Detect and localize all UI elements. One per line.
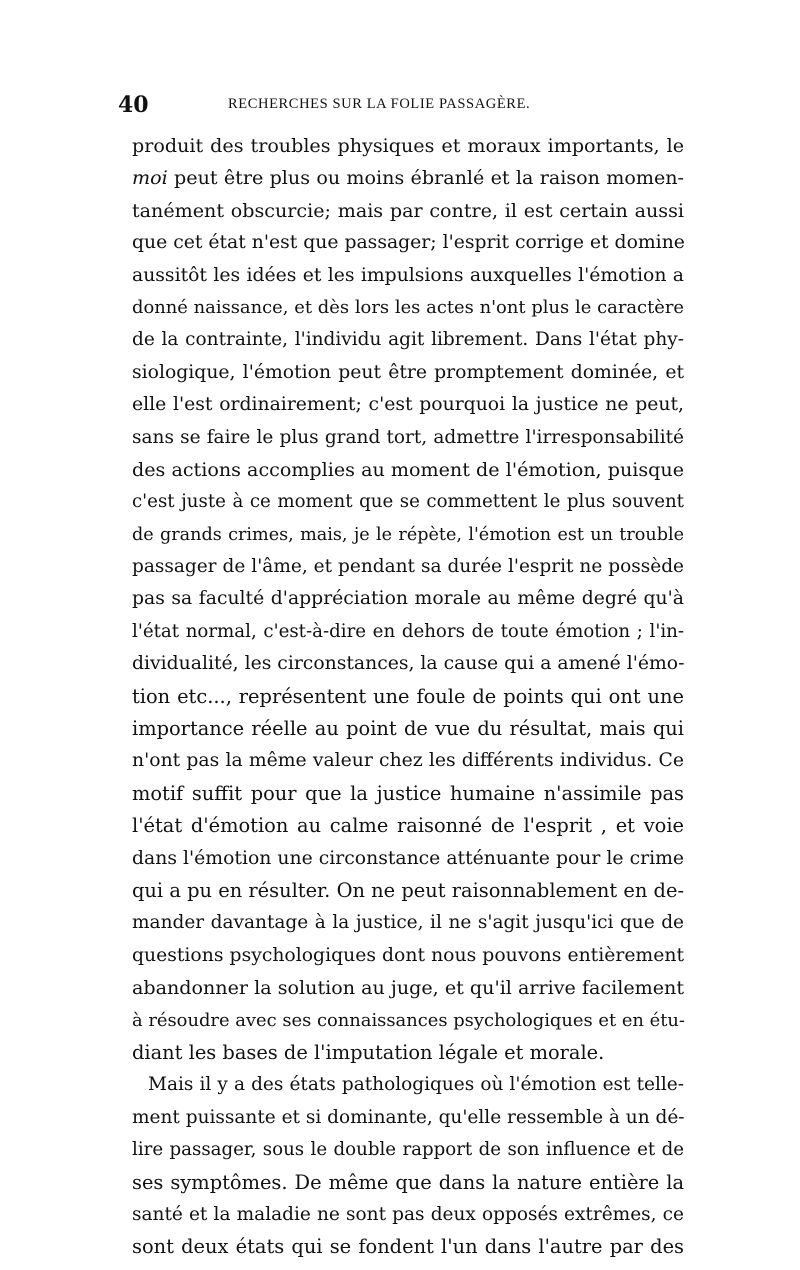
text-line: n'ont pas la même valeur chez les différents individus. Ce [132, 750, 684, 772]
text-line: que cet état n'est que passager; l'esprit corrige et domine [132, 232, 685, 254]
text-line: ment puissante et si dominante, qu'elle ressemble à un dé- [132, 1106, 685, 1128]
text-line: aussitôt les idées et les impulsions auxquelles l'émotion a [132, 264, 684, 286]
text-line: pas sa faculté d'appréciation morale au même degré qu'à [132, 588, 684, 610]
running-title: RECHERCHES SUR LA FOLIE PASSAGÈRE. [228, 96, 531, 112]
text-line: dividualité, les circonstances, la cause qui a amené l'émo- [132, 653, 685, 675]
running-head [118, 92, 678, 120]
text-line: tanément obscurcie; mais par contre, il est certain aussi [132, 198, 684, 222]
paragraph-end-line: diant les bases de l'imputation légale et morale. [132, 1040, 605, 1064]
text-line: sont deux états qui se fondent l'un dans l'autre par des [132, 1235, 684, 1259]
text-line: qui a pu en résulter. On ne peut raisonnablement en de- [132, 878, 684, 902]
text-line: l'état d'émotion au calme raisonné de l'esprit , et voie [132, 814, 684, 838]
text-line: santé et la maladie ne sont pas deux opposés extrêmes, ce [132, 1203, 684, 1225]
text-line: à résoudre avec ses connaissances psychologiques et en étu- [132, 1009, 685, 1031]
text-line-rest: peut être plus ou moins ébranlé et la raison momen- [174, 166, 684, 190]
text-line: sans se faire le plus grand tort, admettre l'irresponsabilité [132, 426, 684, 448]
text-line: questions psychologiques dont nous pouvons entièrement [132, 944, 684, 966]
text-line: ses symptômes. De même que dans la nature entière la [132, 1170, 684, 1194]
text-line: lire passager, sous le double rapport de son influence et de [132, 1139, 684, 1161]
text-line: tion etc..., représentent une foule de points qui ont une [132, 684, 684, 708]
text-line: produit des troubles physiques et moraux importants, le [132, 134, 684, 157]
text-line: importance réelle au point de vue du résultat, mais qui [132, 717, 684, 741]
text-line: elle l'est ordinairement; c'est pourquoi la justice ne peut, [132, 394, 684, 416]
text-line: c'est juste à ce moment que se commettent le plus souvent [132, 491, 684, 513]
page-number: 40 [118, 92, 149, 118]
text-line: des actions accomplies au moment de l'émotion, puisque [132, 457, 684, 481]
text-line: mander davantage à la justice, il ne s'agit jusqu'ici que de [132, 912, 684, 934]
text-line: donné naissance, et dès lors les actes n'ont plus le caractère [132, 296, 684, 318]
text-line: de grands crimes, mais, je le répète, l'émotion est un trouble [132, 524, 684, 545]
text-line: passager de l'âme, et pendant sa durée l'esprit ne possède [132, 556, 684, 578]
text-line: dans l'émotion une circonstance atténuante pour le crime [132, 847, 684, 869]
paragraph-start-line: Mais il y a des états pathologiques où l'émotion est telle- [148, 1074, 684, 1096]
text-line: siologique, l'émotion peut être promptement dominée, et [132, 361, 684, 383]
text-line: l'état normal, c'est-à-dire en dehors de toute émotion ; l'in- [132, 620, 684, 642]
italic-word: moi [132, 166, 168, 190]
text-line: motif suffit pour que la justice humaine n'assimile pas [132, 781, 684, 805]
text-line: de la contrainte, l'individu agit librement. Dans l'état phy- [132, 329, 684, 351]
body-text [132, 130, 684, 1264]
text-line [132, 162, 684, 194]
text-line: abandonner la solution au juge, et qu'il arrive facilement [132, 976, 684, 1000]
